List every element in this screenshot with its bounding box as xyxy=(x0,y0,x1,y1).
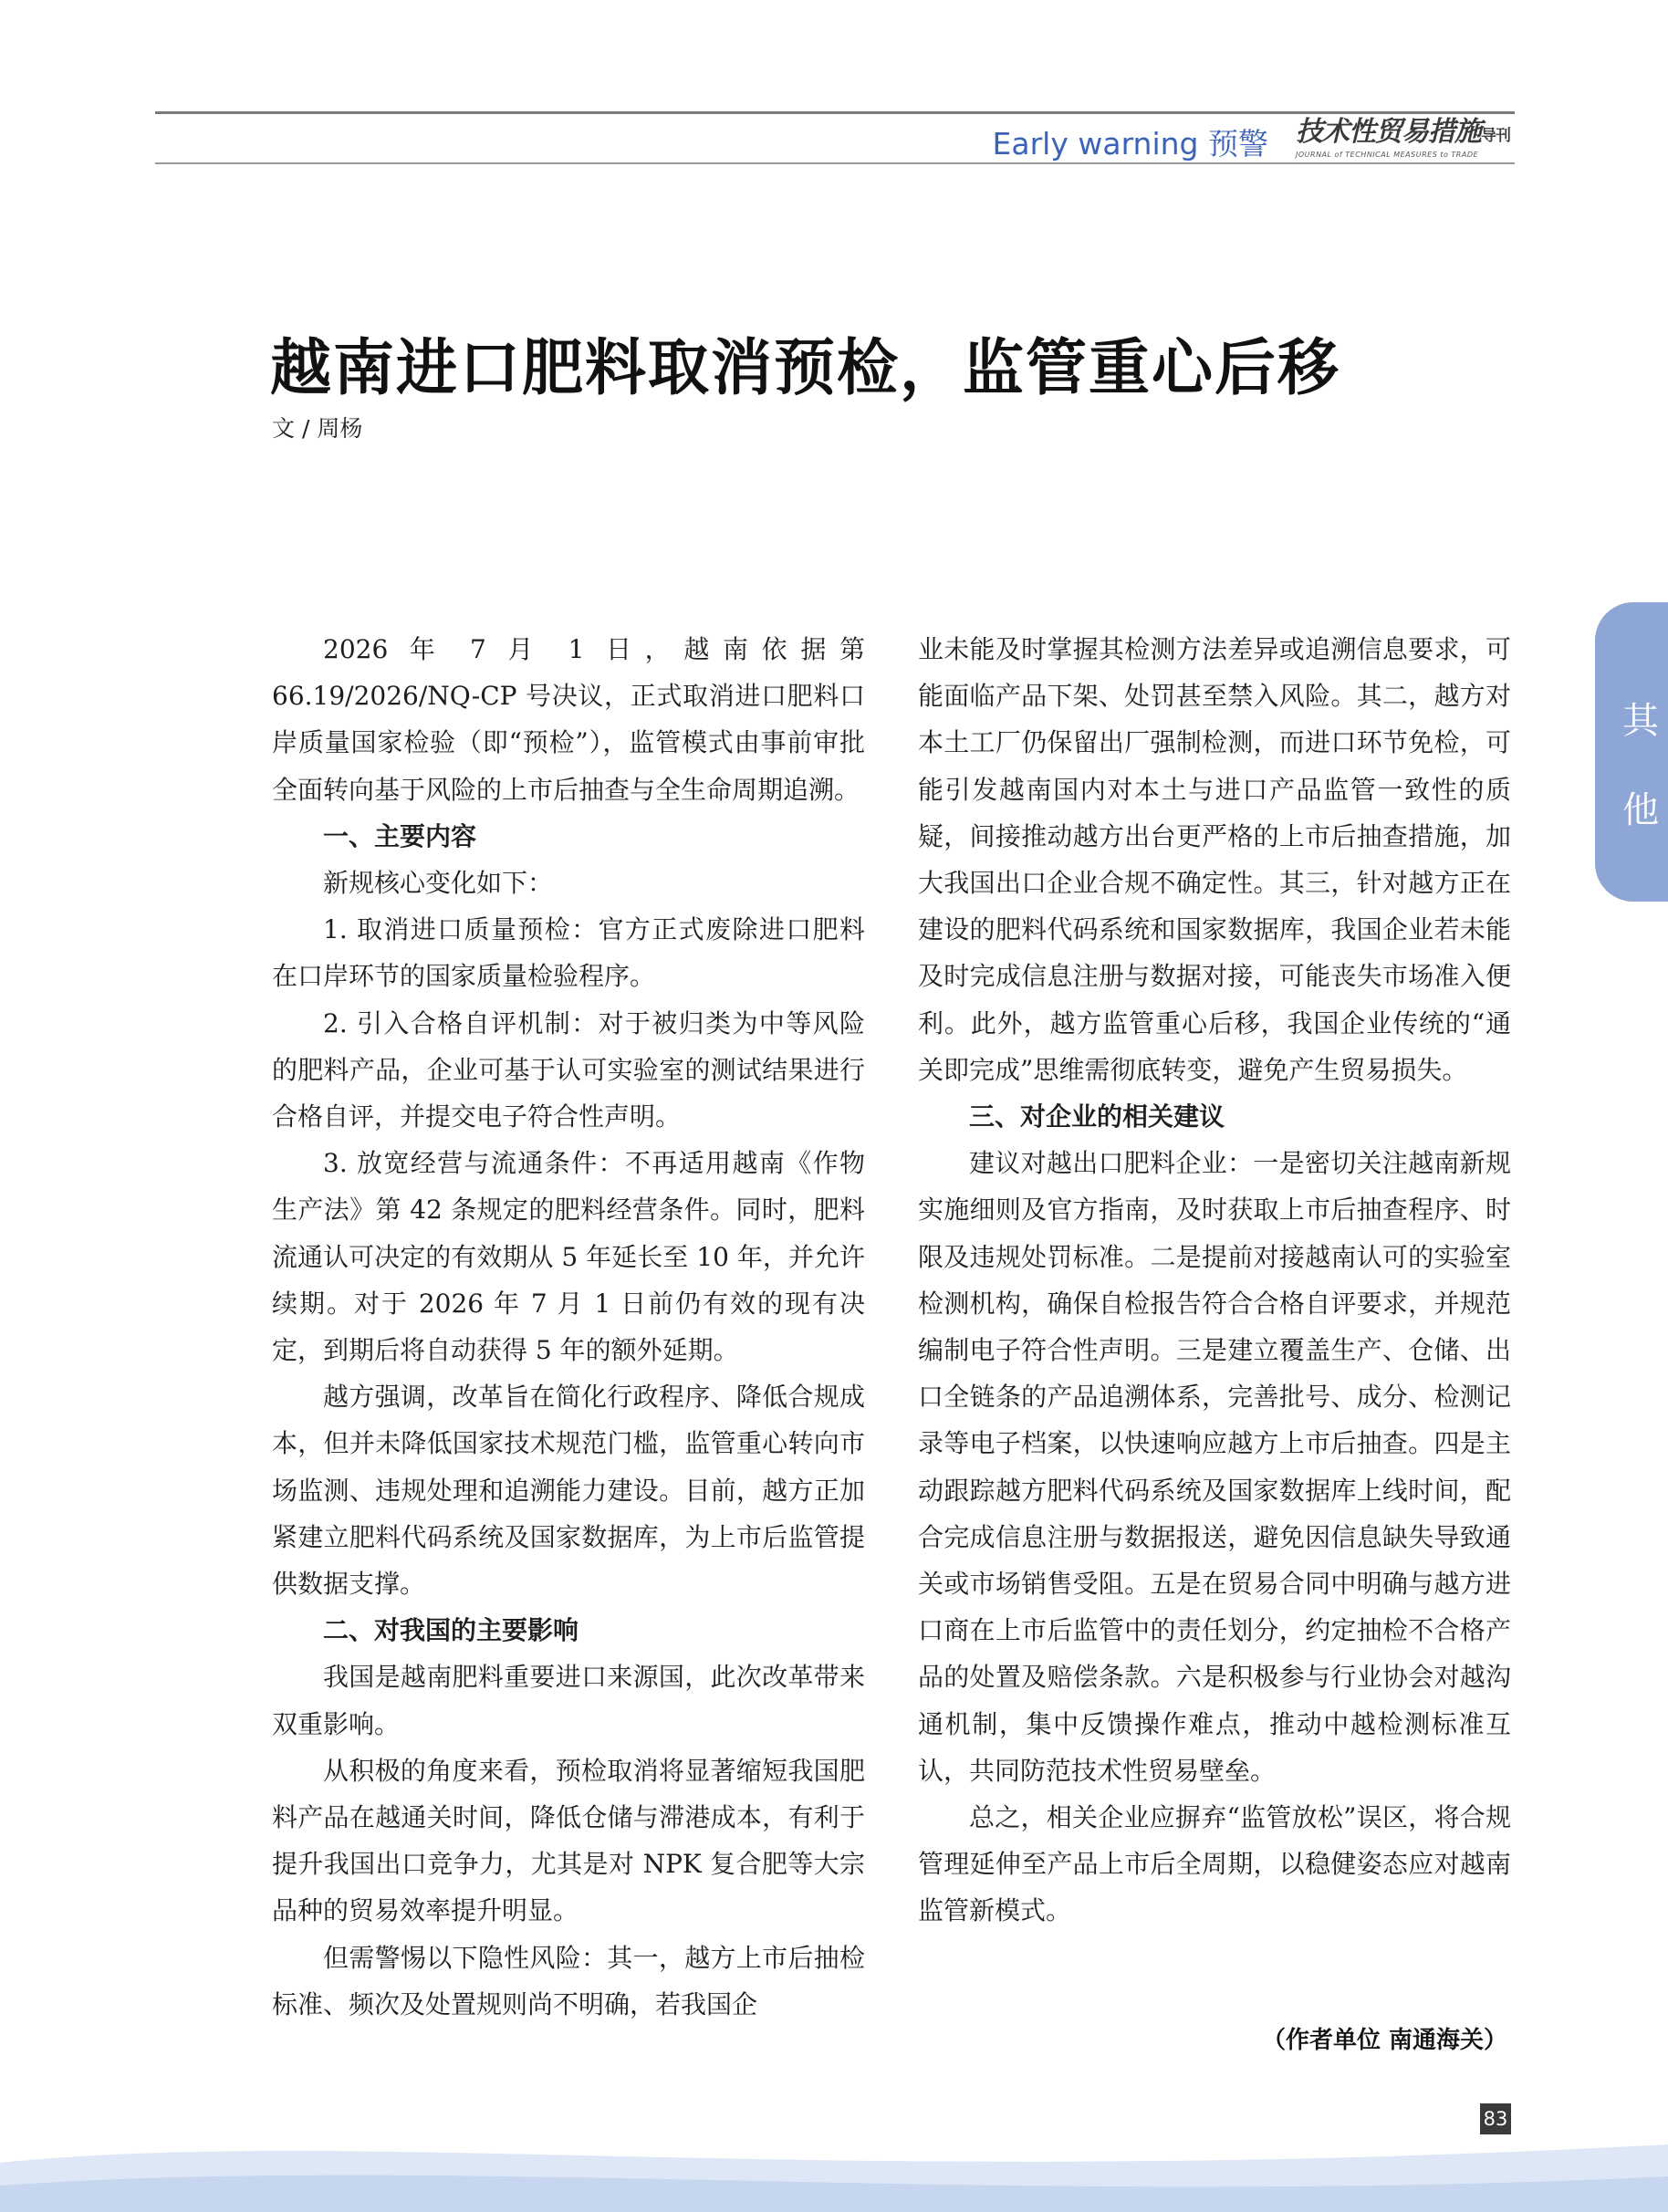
page-number: 83 xyxy=(1480,2103,1511,2134)
paragraph: 3. 放宽经营与流通条件：不再适用越南《作物生产法》第 42 条规定的肥料经营条件。同时，肥料流通认可决定的有效期从 5 年延长至 10 年，并允许续期。对于 2026 年 7 月 1 日前仍有效的现有决定，到期后将自动获得 5 年的额外延期。 xyxy=(272,1148,865,1366)
paragraph: 2. 引入合格自评机制：对于被归类为中等风险的肥料产品，企业可基于认可实验室的测试结果进行合格自评，并提交电子符合性声明。 xyxy=(272,1007,865,1132)
paragraph: 总之，相关企业应摒弃“监管放松”误区，将合规管理延伸至产品上市后全周期，以稳健姿态应对越南监管新模式。 xyxy=(918,1802,1511,1926)
section-heading: 一、主要内容 xyxy=(323,820,477,851)
paragraph: 从积极的角度来看，预检取消将显著缩短我国肥料产品在越通关时间，降低仓储与滞港成本，有利于提升我国出口竞争力，尤其是对 NPK 复合肥等大宗品种的贸易效率提升明显。 xyxy=(272,1755,865,1926)
article-title: 越南进口肥料取消预检，监管重心后移 xyxy=(270,332,1340,403)
section-heading: 三、对企业的相关建议 xyxy=(969,1101,1225,1132)
journal-suffix: 导刊 xyxy=(1481,127,1510,145)
paragraph: 2026 年 7 月 1 日，越南依据第 66.19/2026/NQ-CP 号决议，正式取消进口肥料口岸质量国家检验（即“预检”），监管模式由事前审批全面转向基于风险的上市后抽查与全生命周期追溯。 xyxy=(272,634,865,805)
journal-name: 技术性贸易措施导刊 xyxy=(1296,116,1510,148)
header-rule-top xyxy=(155,111,1515,114)
section-side-tab xyxy=(1595,602,1668,902)
paragraph: 新规核心变化如下： xyxy=(323,868,554,899)
right-column xyxy=(918,626,1511,1935)
paragraph: 我国是越南肥料重要进口来源国，此次改革带来双重影响。 xyxy=(272,1662,865,1739)
paragraph: 建议对越出口肥料企业：一是密切关注越南新规实施细则及官方指南，及时获取上市后抽查程序、时限及违规处罚标准。二是提前对接越南认可的实验室检测机构，确保自检报告符合合格自评要求，并规范编制电子符合性声明。三是建立覆盖生产、仓储、出口全链条的产品追溯体系，完善批号、成分、检测记录等电子档案，以快速响应越方上市后抽查。四是主动跟踪越方肥料代码系统及国家数据库上线时间，配合完成信息注册与数据报送，避免因信息缺失导致通关或市场销售受阻。五是在贸易合同中明确与越方进口商在上市后监管中的责任划分，约定抽检不合格产品的处置及赔偿条款。六是积极参与行业协会对越沟通机制，集中反馈操作难点，推动中越检测标准互认，共同防范技术性贸易壁垒。 xyxy=(918,1148,1511,1786)
paragraph: 1. 取消进口质量预检：官方正式废除进口肥料在口岸环节的国家质量检验程序。 xyxy=(272,914,865,992)
journal-logo xyxy=(1296,117,1515,159)
header-rule-bottom xyxy=(155,162,1515,164)
journal-english-name: JOURNAL of TECHNICAL MEASURES to TRADE xyxy=(1296,151,1479,159)
paragraph: 但需警惕以下隐性风险：其一，越方上市后抽检标准、频次及处置规则尚不明确，若我国企 xyxy=(272,1942,865,2019)
paragraph: 越方强调，改革旨在简化行政程序、降低合规成本，但并未降低国家技术规范门槛，监管重心转向市场监测、违规处理和追溯能力建设。目前，越方正加紧建立肥料代码系统及国家数据库，为上市后监管提供数据支撑。 xyxy=(272,1382,865,1600)
footer-wave-decoration xyxy=(0,2108,1668,2212)
section-label: Early warning 预警 xyxy=(992,126,1268,162)
side-tab-char: 其 xyxy=(1622,700,1659,742)
author-affiliation: （作者单位 南通海关） xyxy=(1261,2027,1507,2054)
left-column xyxy=(272,626,865,2028)
article-byline: 文 / 周杨 xyxy=(272,415,363,442)
side-tab-char: 他 xyxy=(1622,789,1659,831)
section-heading: 二、对我国的主要影响 xyxy=(323,1615,579,1646)
paragraph: 业未能及时掌握其检测方法差异或追溯信息要求，可能面临产品下架、处罚甚至禁入风险。其二，越方对本土工厂仍保留出厂强制检测，而进口环节免检，可能引发越南国内对本土与进口产品监管一致性的质疑，间接推动越方出台更严格的上市后抽查措施，加大我国出口企业合规不确定性。其三，针对越方正在建设的肥料代码系统和国家数据库，我国企业若未能及时完成信息注册与数据对接，可能丧失市场准入便利。此外，越方监管重心后移，我国企业传统的“通关即完成”思维需彻底转变，避免产生贸易损失。 xyxy=(918,634,1511,1085)
